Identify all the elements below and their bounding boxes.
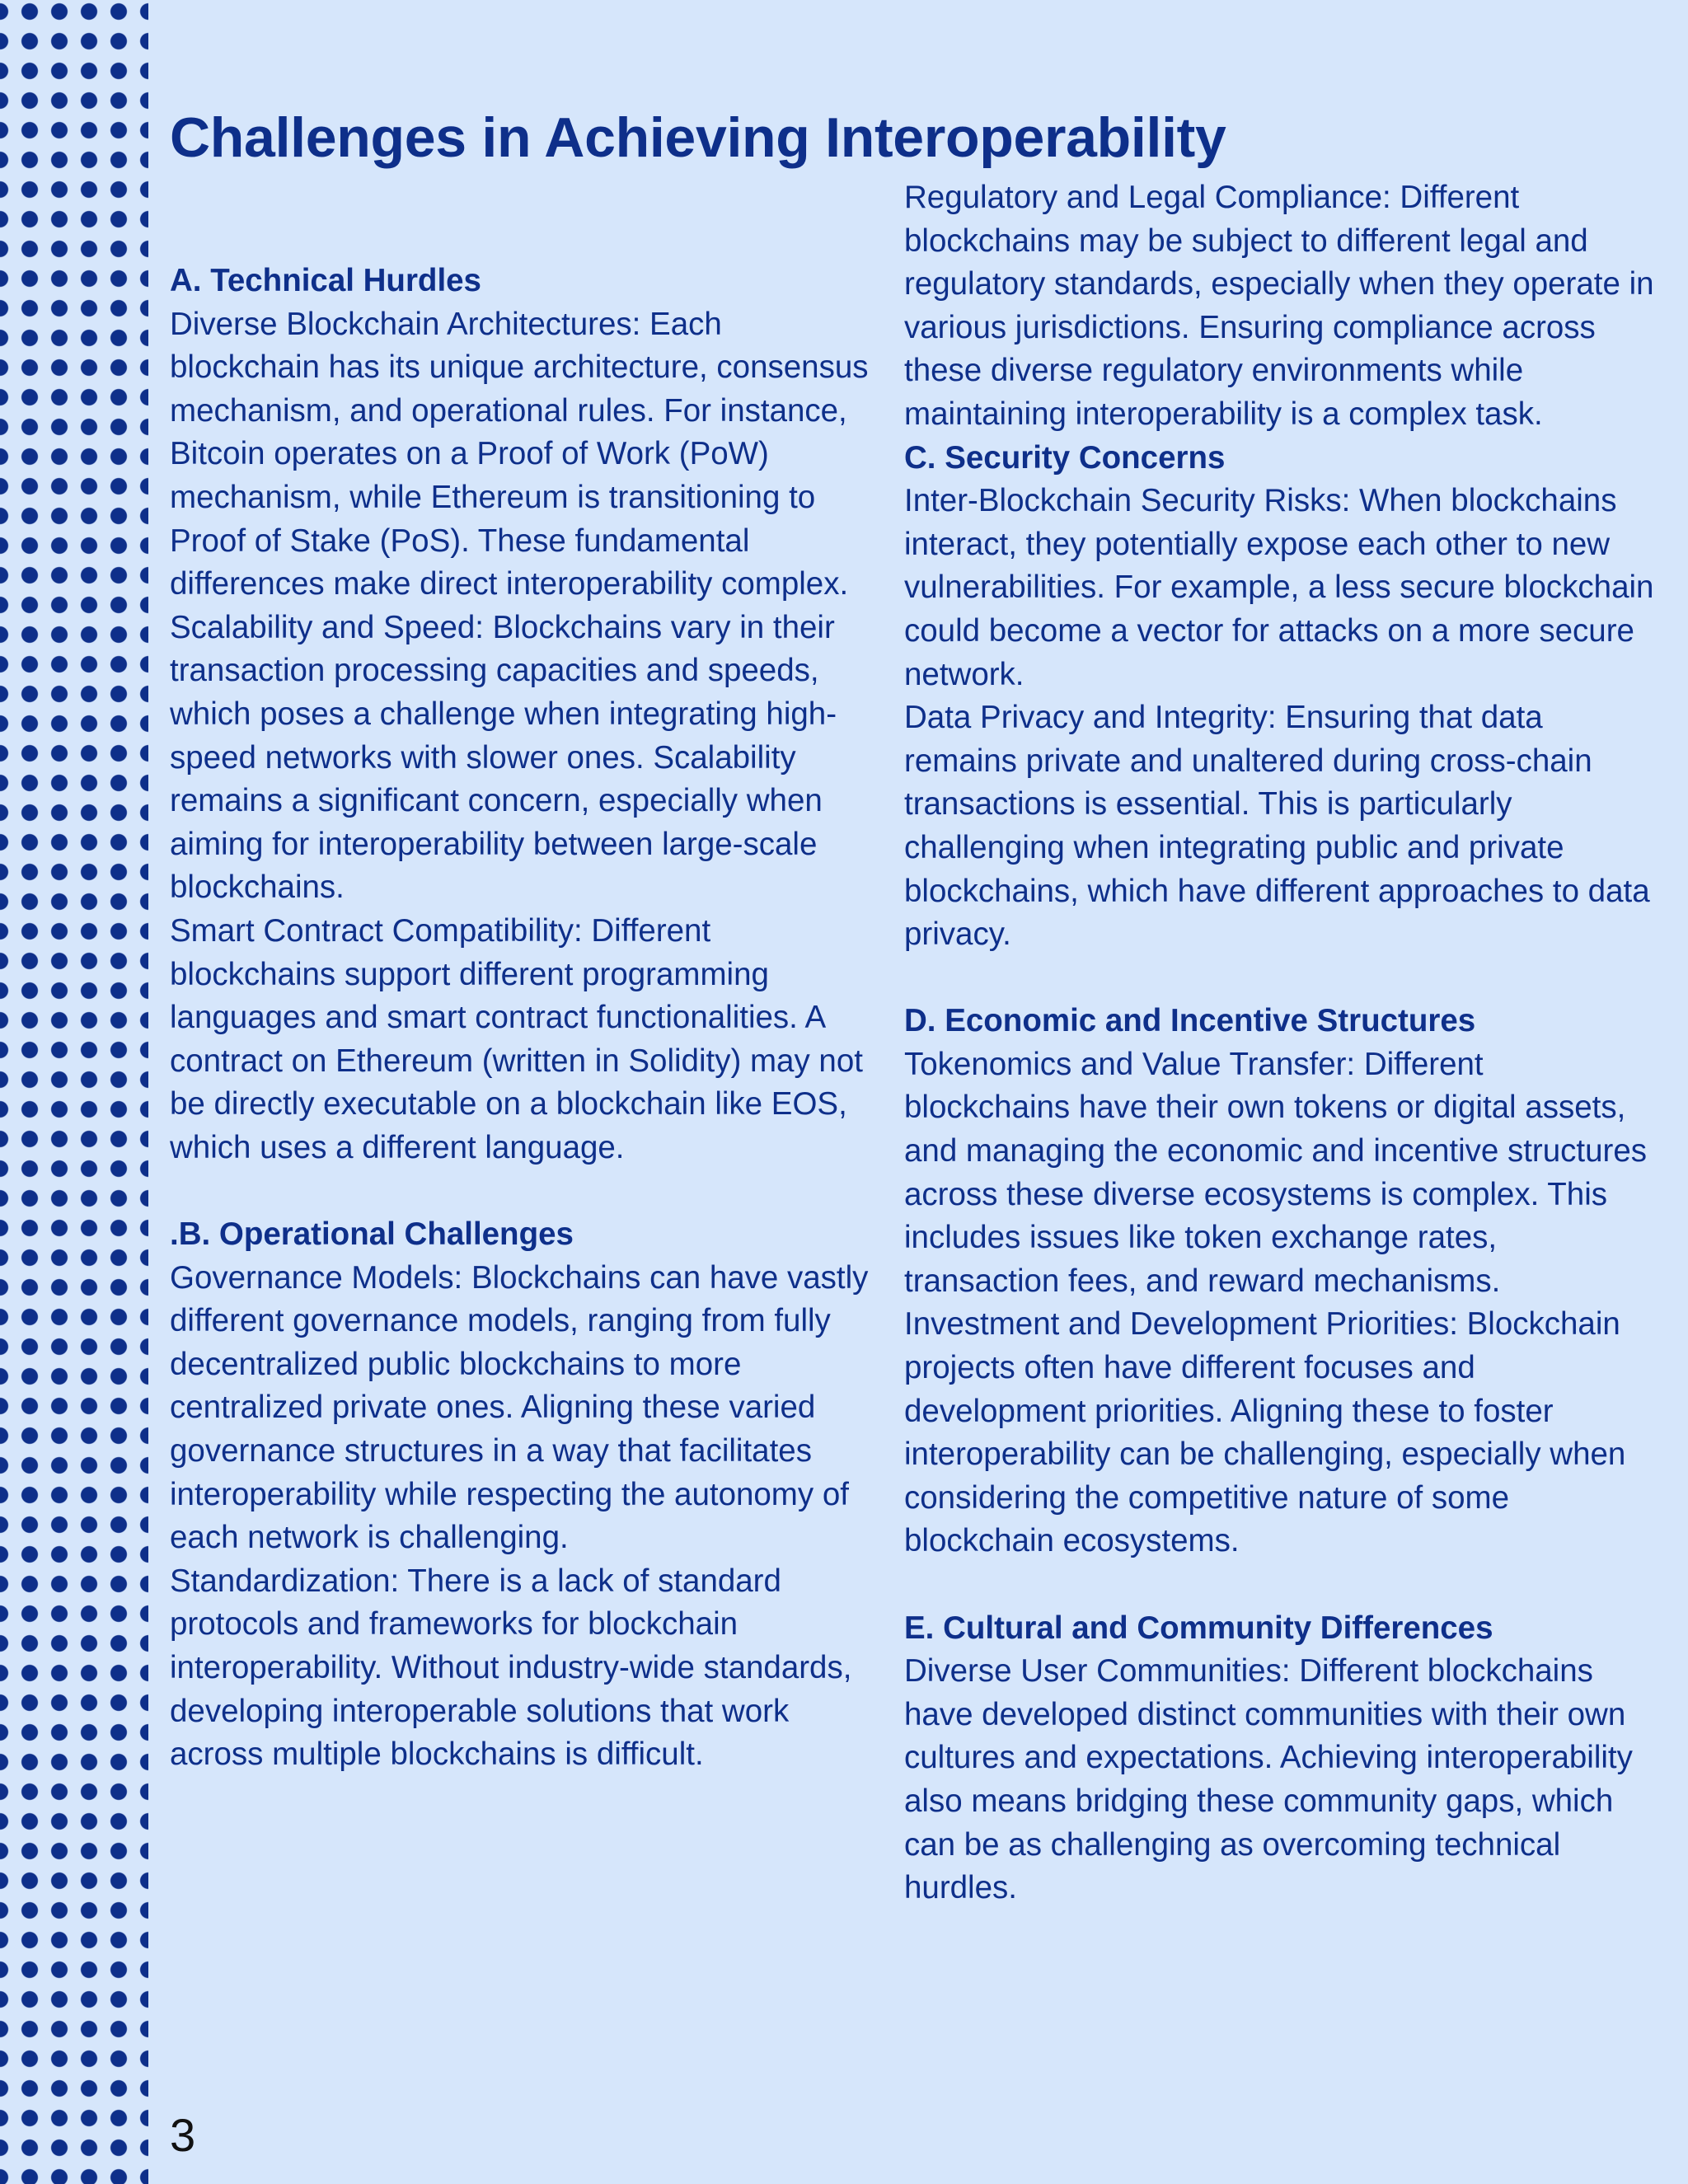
paragraph-user-communities: Diverse User Communities: Different blockchains have developed distinct communities with their own cultures and expectations. Achieving interoperability also means bridging these community gaps, which can be as challenging as overcoming technical hurdles. — [904, 1653, 1633, 1906]
paragraph-scalability-speed: Scalability and Speed: Blockchains vary in their transaction processing capacities and speeds, which poses a challenge when integrating high-speed networks with slower ones. Scalability remains a significant concern, especially when aiming for interoperability between large-scale blockchains. — [170, 609, 837, 906]
paragraph-tokenomics: Tokenomics and Value Transfer: Different blockchains have their own tokens or digital assets, and managing the economic and incentive structures across these diverse ecosystems is complex. This includes issues like token exchange rates, transaction fees, and reward mechanisms. — [904, 1046, 1648, 1299]
spacer — [170, 1169, 879, 1213]
paragraph-regulatory-compliance: Regulatory and Legal Compliance: Different blockchains may be subject to different legal and regulatory standards, especially when they operate in various jurisdictions. Ensuring compliance across these diverse regulatory environments while maintaining interoperability is a complex task. — [904, 180, 1654, 432]
dot-pattern-decoration — [0, 0, 148, 2184]
page-number: 3 — [170, 2109, 196, 2161]
section-heading: E. Cultural and Community Differences — [904, 1610, 1493, 1646]
paragraph-investment-priorities: Investment and Development Priorities: Blockchain projects often have different focuses and development priorities. Aligning these to foster interoperability can be challenging, especially when considering the competitive nature of some blockchain ecosystems. — [904, 1306, 1626, 1559]
paragraph-smart-contract-compatibility: Smart Contract Compatibility: Different blockchains support different programming languages and smart contract functionalities. A contract on Ethereum (written in Solidity) may not be directly executable on a blockchain like EOS, which uses a different language. — [170, 912, 863, 1165]
spacer — [904, 1563, 1654, 1607]
section-operational-challenges-continued — [904, 176, 1654, 437]
paragraph-data-privacy: Data Privacy and Integrity: Ensuring that data remains private and unaltered during cross-chain transactions is essential. This is particularly challenging when integrating public and private blockchains, which have different approaches to data privacy. — [904, 700, 1650, 953]
section-security-concerns — [904, 437, 1654, 957]
spacer — [904, 957, 1654, 1001]
section-cultural-community — [904, 1607, 1654, 1910]
right-column — [904, 176, 1654, 1910]
paragraph-security-risks: Inter-Blockchain Security Risks: When blockchains interact, they potentially expose each other to new vulnerabilities. For example, a less secure blockchain could become a vector for attacks on a more secure network. — [904, 483, 1654, 692]
section-heading: .B. Operational Challenges — [170, 1216, 574, 1253]
section-heading: C. Security Concerns — [904, 439, 1226, 476]
section-economic-incentive — [904, 1000, 1654, 1563]
paragraph-diverse-architectures: Diverse Blockchain Architectures: Each blockchain has its unique architecture, consensus mechanism, and operational rules. For instance, Bitcoin operates on a Proof of Work (PoW) mechanism, while Ethereum is transitioning to Proof of Stake (PoS). These fundamental differences make direct interoperability complex. — [170, 306, 869, 602]
left-column — [170, 260, 879, 1777]
page-title: Challenges in Achieving Interoperability — [170, 106, 1226, 169]
section-heading: D. Economic and Incentive Structures — [904, 1003, 1476, 1039]
paragraph-governance-models: Governance Models: Blockchains can have vastly different governance models, ranging from fully decentralized public blockchains to more centralized private ones. Aligning these varied governance structures in a way that facilitates interoperability while respecting the autonomy of each network is challenging. — [170, 1259, 869, 1556]
section-technical-hurdles — [170, 260, 879, 1169]
section-operational-challenges — [170, 1213, 879, 1777]
paragraph-standardization: Standardization: There is a lack of standard protocols and frameworks for blockchain interoperability. Without industry-wide standards, developing interoperable solutions that work across multiple blockchains is difficult. — [170, 1563, 852, 1773]
section-heading: A. Technical Hurdles — [170, 263, 481, 298]
